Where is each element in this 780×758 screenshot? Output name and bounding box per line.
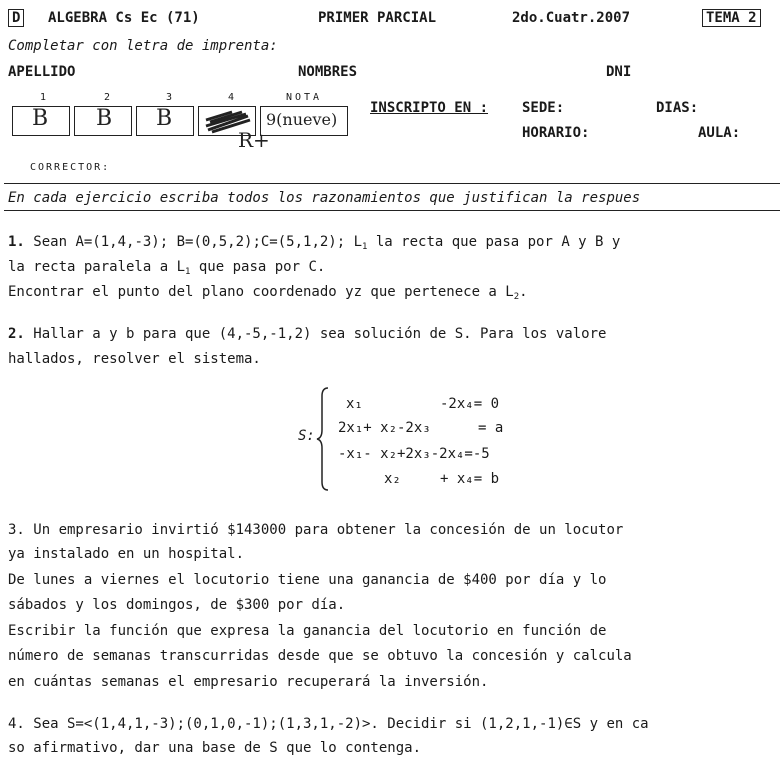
grade-mark-3: B xyxy=(156,106,173,131)
system-row-1-left: x₁ xyxy=(346,396,363,412)
instructions: Completar con letra de imprenta: xyxy=(8,38,278,54)
grade-label-4: 4 xyxy=(228,92,235,103)
brace-icon xyxy=(316,386,330,492)
exercise-3-line-1: 3. Un empresario invirtió $143000 para obtener la concesión de un locutor xyxy=(8,522,624,538)
field-corrector: CORRECTOR: xyxy=(30,162,111,173)
exercise-3-line-4: sábados y los domingos, de $300 por día. xyxy=(8,597,346,613)
banner: En cada ejercicio escriba todos los razonamientos que justifican la respues xyxy=(8,190,641,206)
grade-mark-4: R+ xyxy=(238,128,270,152)
grade-mark-2: B xyxy=(96,106,113,131)
course-title: ALGEBRA Cs Ec (71) xyxy=(48,10,200,26)
exercise-3-line-7: en cuántas semanas el empresario recuperará la inversión. xyxy=(8,674,489,690)
exercise-3-line-5: Escribir la función que expresa la ganancia del locutorio en función de xyxy=(8,623,607,639)
exercise-4-line-1: 4. Sea S=<(1,4,1,-3);(0,1,0,-1);(1,3,1,-2)>. Decidir si (1,2,1,-1)∈S y en ca xyxy=(8,716,649,732)
exercise-2-number: 2. xyxy=(8,326,25,342)
field-aula: AULA: xyxy=(698,125,741,141)
system-row-3: -x₁- x₂+2x₃-2x₄=-5 xyxy=(338,446,490,462)
exercise-3-line-6: número de semanas transcurridas desde que se obtuvo la concesión y calcula xyxy=(8,648,632,664)
exercise-1-line-2: la recta paralela a $L_1$ que pasa por C. xyxy=(8,259,326,277)
exam-period: 2do.Cuatr.2007 xyxy=(512,10,631,26)
grade-label-1: 1 xyxy=(40,92,47,103)
system-row-1-right: -2x₄= 0 xyxy=(440,396,500,412)
system-row-4-left: x₂ xyxy=(384,471,401,487)
field-inscripto: INSCRIPTO EN : xyxy=(370,100,489,116)
system-row-2-right: = a xyxy=(478,420,504,436)
system-row-2-left: 2x₁+ x₂-2x₃ xyxy=(338,420,431,436)
exam-title: PRIMER PARCIAL xyxy=(318,10,437,26)
field-horario: HORARIO: xyxy=(522,125,590,141)
grade-mark-nota: 9(nueve) xyxy=(266,110,338,129)
divider-bottom xyxy=(4,210,780,211)
exercise-1-line-3: Encontrar el punto del plano coordenado yz que pertenece a $L_2$. xyxy=(8,284,528,302)
field-dias: DIAS: xyxy=(656,100,699,116)
exercise-2-line-1: 2. Hallar a y b para que (4,-5,-1,2) sea solución de S. Para los valore xyxy=(8,326,607,342)
option-box: D xyxy=(8,9,24,27)
grade-label-nota: NOTA xyxy=(286,92,323,103)
field-sede: SEDE: xyxy=(522,100,565,116)
grade-mark-1: B xyxy=(32,106,49,131)
grade-label-3: 3 xyxy=(166,92,173,103)
divider-top xyxy=(4,183,780,184)
tema-box: TEMA 2 xyxy=(702,9,761,27)
field-apellido: APELLIDO xyxy=(8,64,76,80)
field-dni: DNI xyxy=(606,64,632,80)
exercise-3-line-3: De lunes a viernes el locutorio tiene una ganancia de $400 por día y lo xyxy=(8,572,607,588)
exercise-2-line-2: hallados, resolver el sistema. xyxy=(8,351,261,367)
system-label: S: xyxy=(298,428,315,444)
field-nombres: NOMBRES xyxy=(298,64,358,80)
grade-label-2: 2 xyxy=(104,92,111,103)
exercise-3-line-2: ya instalado en un hospital. xyxy=(8,546,245,562)
system-row-4-right: + x₄= b xyxy=(440,471,500,487)
exercise-1-number: 1. xyxy=(8,234,25,250)
exercise-1-line-1: 1. Sean A=(1,4,-3); B=(0,5,2);C=(5,1,2); $L_1$ la recta que pasa por A y B y xyxy=(8,234,621,252)
exercise-4-line-2: so afirmativo, dar una base de S que lo contenga. xyxy=(8,740,422,756)
